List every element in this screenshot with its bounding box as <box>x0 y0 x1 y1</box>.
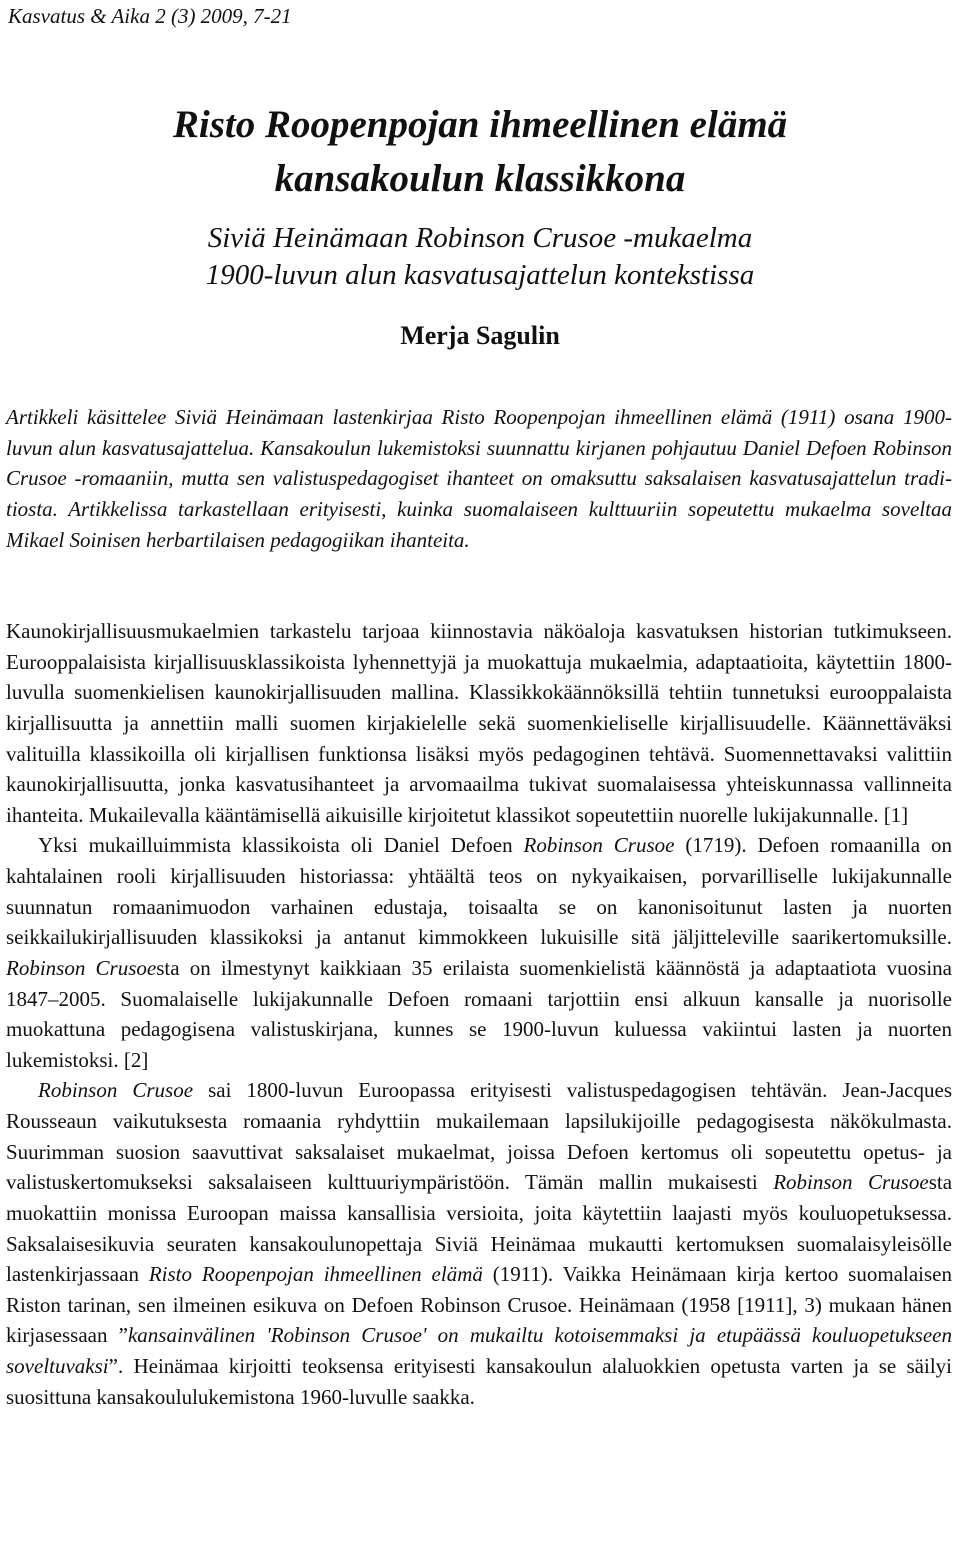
title-line-2: kansakoulun klassikkona <box>274 157 686 200</box>
body-paragraph-2 <box>6 830 952 1075</box>
p3-text-b: sai 1800-luvun Euroopassa erityisesti valistuspedagogisen tehtävän. Jean-Jacques Rousseaun vaikutuksesta romaania ryhdyttiin mukailemaan lapsilukijoille pedagogisesta näkökulmasta. Suurimman suosion saavuttivat saksalaiset mukaelmat, joissa Defoen kertomus oli sopeutettu opetus- ja valistuskertomukseksi saksalaiseen kulttuuriympäristöön. Tämän mallin mukaisesti <box>6 1078 952 1195</box>
p3-text-d: sta muokattiin monissa Euroopan maissa kansallisia versioita, joita käytettiin laajasti myös kouluopetuksessa. Saksalaisesikuvia seuraten kansakoulunopettaja Siviä Heinämaa mukautti kertomuksen suomalaisyleisölle lastenkirjassaan <box>6 1170 953 1287</box>
body-paragraph-1: Kaunokirjallisuusmukaelmien tarkastelu tarjoaa kiinnostavia näköaloja kasvatuksen historian tutkimukseen. Eurooppalaisista kirjallisuusklassikoista lyhennettyjä ja muokattuja mukaelmia, adaptaatioita, käytettiin 1800-luvulla suomenkielisen kaunokirjallisuuden mallina. Klassikkokäännöksillä tehtiin tunnetuksi eurooppalaista kirjallisuutta ja annettiin malli suomen kirjakielelle sekä suomenkieliselle kirjallisuudelle. Käännettäväksi valituilla klassikoilla oli kirjallisen funktionsa lisäksi myös pedagoginen tehtävä. Suomennettavaksi valittiin kaunokirjallisuutta, jonka kasvatusihanteet ja arvomaailma tukivat suomalaisessa yhteiskunnassa vallinneita ihanteita. Mukailevalla kääntämisellä aikuisille kirjoitetut klassikot sopeutettiin nuorelle lukijakunnalle. [1] <box>6 619 952 827</box>
p2-work-title-1: Robinson Crusoe <box>523 833 675 858</box>
subtitle-line-1: Siviä Heinämaan Robinson Crusoe -mukaelma <box>207 222 753 254</box>
p3-work-title-1: Robinson Crusoe <box>38 1078 194 1103</box>
p2-work-title-2: Robinson Crusoe <box>6 955 157 980</box>
body-paragraph-3 <box>6 1075 952 1412</box>
subtitle-line-2: 1900-luvun alun kasvatusajattelun kontekstissa <box>205 259 755 291</box>
article-body <box>6 616 952 1412</box>
article-title <box>0 98 960 206</box>
author-name: Merja Sagulin <box>400 321 560 350</box>
p3-text-f: (1911). Vaikka Heinämaan kirja kertoo suomalaisen Riston tarinan, sen ilmeinen esikuva on Defoen Robinson Crusoe. Heinämaan (1958 [1911], 3) mukaan hänen kirjasessaan ” <box>6 1262 952 1348</box>
title-line-1: Risto Roopenpojan ihmeellinen elämä <box>172 103 788 146</box>
p3-work-title-2: Robinson Crusoe <box>773 1170 929 1195</box>
p3-quotation: kansainvälinen 'Robinson Crusoe' on mukailtu kotoisemmaksi ja etupäässä kouluopetukseen soveltuvaksi <box>6 1323 952 1378</box>
p2-text-a: Yksi mukailluimmista klassikoista oli Daniel Defoen <box>38 833 524 858</box>
p3-text-h: ”. Heinämaa kirjoitti teoksensa erityisesti kansakoulun alaluokkien opetusta varten ja se säilyi suosittuna kansakoululukemistona 1960-luvulle saakka. <box>6 1354 952 1409</box>
abstract: Artikkeli käsittelee Siviä Heinämaan lastenkirjaa Risto Roopenpojan ihmeellinen elämä (1911) osana 1900-luvun alun kasvatusajattelua. Kansakoulun lukemistoksi suunnattu kirjanen pohjautuu Daniel Defoen Robinson Crusoe -romaaniin, mutta sen valistuspedagogiset ihanteet on omaksuttu saksalaisen kasvatusajattelun traditiosta. Artikkelissa tarkastellaan erityisesti, kuinka suomalaiseen kulttuuriin sopeutettu mukaelma soveltaa Mikael Soinisen herbartilaisen pedagogiikan ihanteita. <box>6 405 952 552</box>
p2-text-c: (1719). Defoen romaanilla on kahtalainen rooli kirjallisuuden historiassa: yhtäältä teos on nykyaikaisen, porvarilliselle lukijakunnalle suunnatun romaanimuodon varhainen edustaja, toisaalta se on kanonisoitunut lasten ja nuorten seikkailukirjallisuuden klassikoksi ja antanut kimmokkeen lukuisille sitä jäljitteleville saarikertomuksille. <box>6 833 952 950</box>
running-head: Kasvatus & Aika 2 (3) 2009, 7-21 <box>8 4 292 28</box>
article-subtitle <box>0 220 960 294</box>
p2-text-e: sta on ilmestynyt kaikkiaan 35 erilaista suomenkielistä käännöstä ja adaptaatiota vuosina 1847–2005. Suomalaiselle lukijakunnalle Defoen romaani tarjottiin ensi alkuun kansalle ja nuorisolle muokattuna pedagogisena valistuskirjana, kunnes se 1900-luvun kuluessa vakiintui lasten ja nuorten lukemistoksi. [2] <box>6 955 952 1072</box>
p3-work-title-3: Risto Roopenpojan ihmeellinen elämä <box>148 1262 483 1287</box>
